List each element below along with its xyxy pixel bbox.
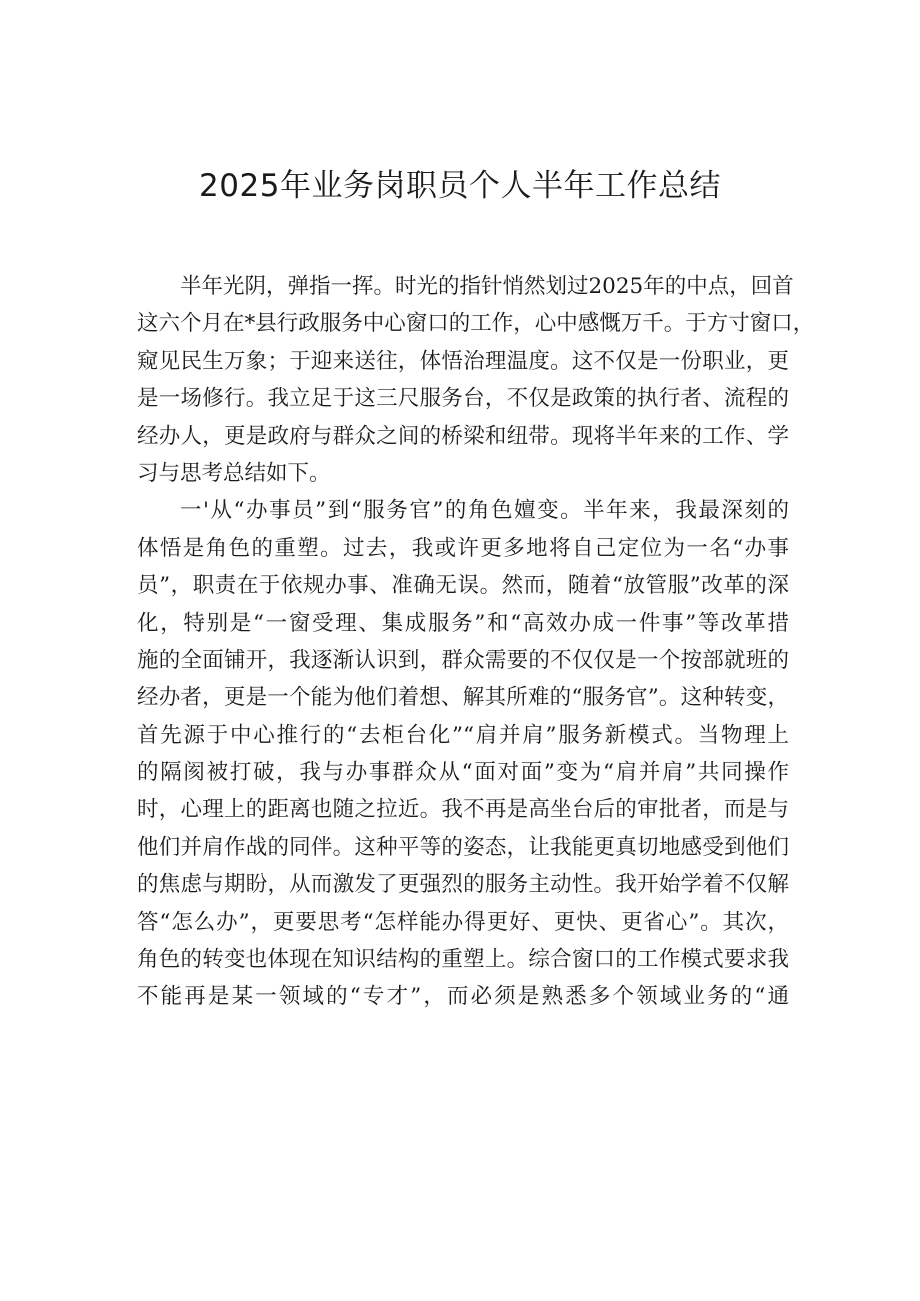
paragraph-1-line-6: 习与思考总结如下。 — [137, 460, 331, 486]
paragraph-2-line-7: 首先源于中心推行的“去柜台化”“肩并肩”服务新模式。当物理上 — [137, 722, 789, 748]
paragraph-2-line-1: 一'从“办事员”到“服务官”的角色嬗变。半年来，我最深刻的 — [180, 498, 789, 524]
paragraph-1-line-3: 窥见民生万象；于迎来送往，体悟治理温度。这不仅是一份职业，更 — [137, 348, 789, 374]
paragraph-2-line-3: 员”，职责在于依规办事、准确无误。然而，随着“放管服”改革的深 — [137, 573, 789, 599]
paragraph-1-line-1: 半年光阴，弹指一挥。时光的指针悄然划过2025年的中点，回首 — [180, 274, 794, 299]
document-body — [137, 268, 815, 1016]
paragraph-2-line-4: 化，特别是“一窗受理、集成服务”和“高效办成一件事”等改革措 — [137, 610, 789, 636]
paragraph-1-line-4: 是一场修行。我立足于这三尺服务台，不仅是政策的执行者、流程的 — [137, 386, 789, 412]
paragraph-2-line-6: 经办者，更是一个能为他们着想、解其所难的“服务官”。这种转变， — [137, 685, 789, 711]
paragraph-1-line-2: 这六个月在*县行政服务中心窗口的工作，心中感慨万千。于方寸窗口， — [137, 311, 815, 337]
paragraph-1-line-5: 经办人，更是政府与群众之间的桥梁和纽带。现将半年来的工作、学 — [137, 423, 789, 449]
paragraph-2-line-8: 的隔阂被打破，我与办事群众从“面对面”变为“肩并肩”共同操作 — [137, 760, 789, 786]
paragraph-2-line-11: 的焦虑与期盼，从而激发了更强烈的服务主动性。我开始学着不仅解 — [137, 872, 789, 898]
paragraph-2-line-13: 角色的转变也体现在知识结构的重塑上。综合窗口的工作模式要求我 — [137, 947, 789, 973]
paragraph-2-line-9: 时，心理上的距离也随之拉近。我不再是高坐台后的审批者，而是与 — [137, 797, 789, 823]
paragraph-2-line-2: 体悟是角色的重塑。过去，我或许更多地将自己定位为一名“办事 — [137, 535, 789, 561]
paragraph-2-line-5: 施的全面铺开，我逐渐认识到，群众需要的不仅仅是一个按部就班的 — [137, 647, 789, 673]
paragraph-2-line-14: 不能再是某一领域的“专才”，而必须是熟悉多个领域业务的“通 — [137, 984, 789, 1010]
document-title: 2025年业务岗职员个人半年工作总结 — [199, 168, 721, 204]
paragraph-2-line-12: 答“怎么办”，更要思考“怎样能办得更好、更快、更省心”。其次， — [137, 909, 789, 935]
paragraph-2-line-10: 他们并肩作战的同伴。这种平等的姿态，让我能更真切地感受到他们 — [137, 834, 789, 860]
